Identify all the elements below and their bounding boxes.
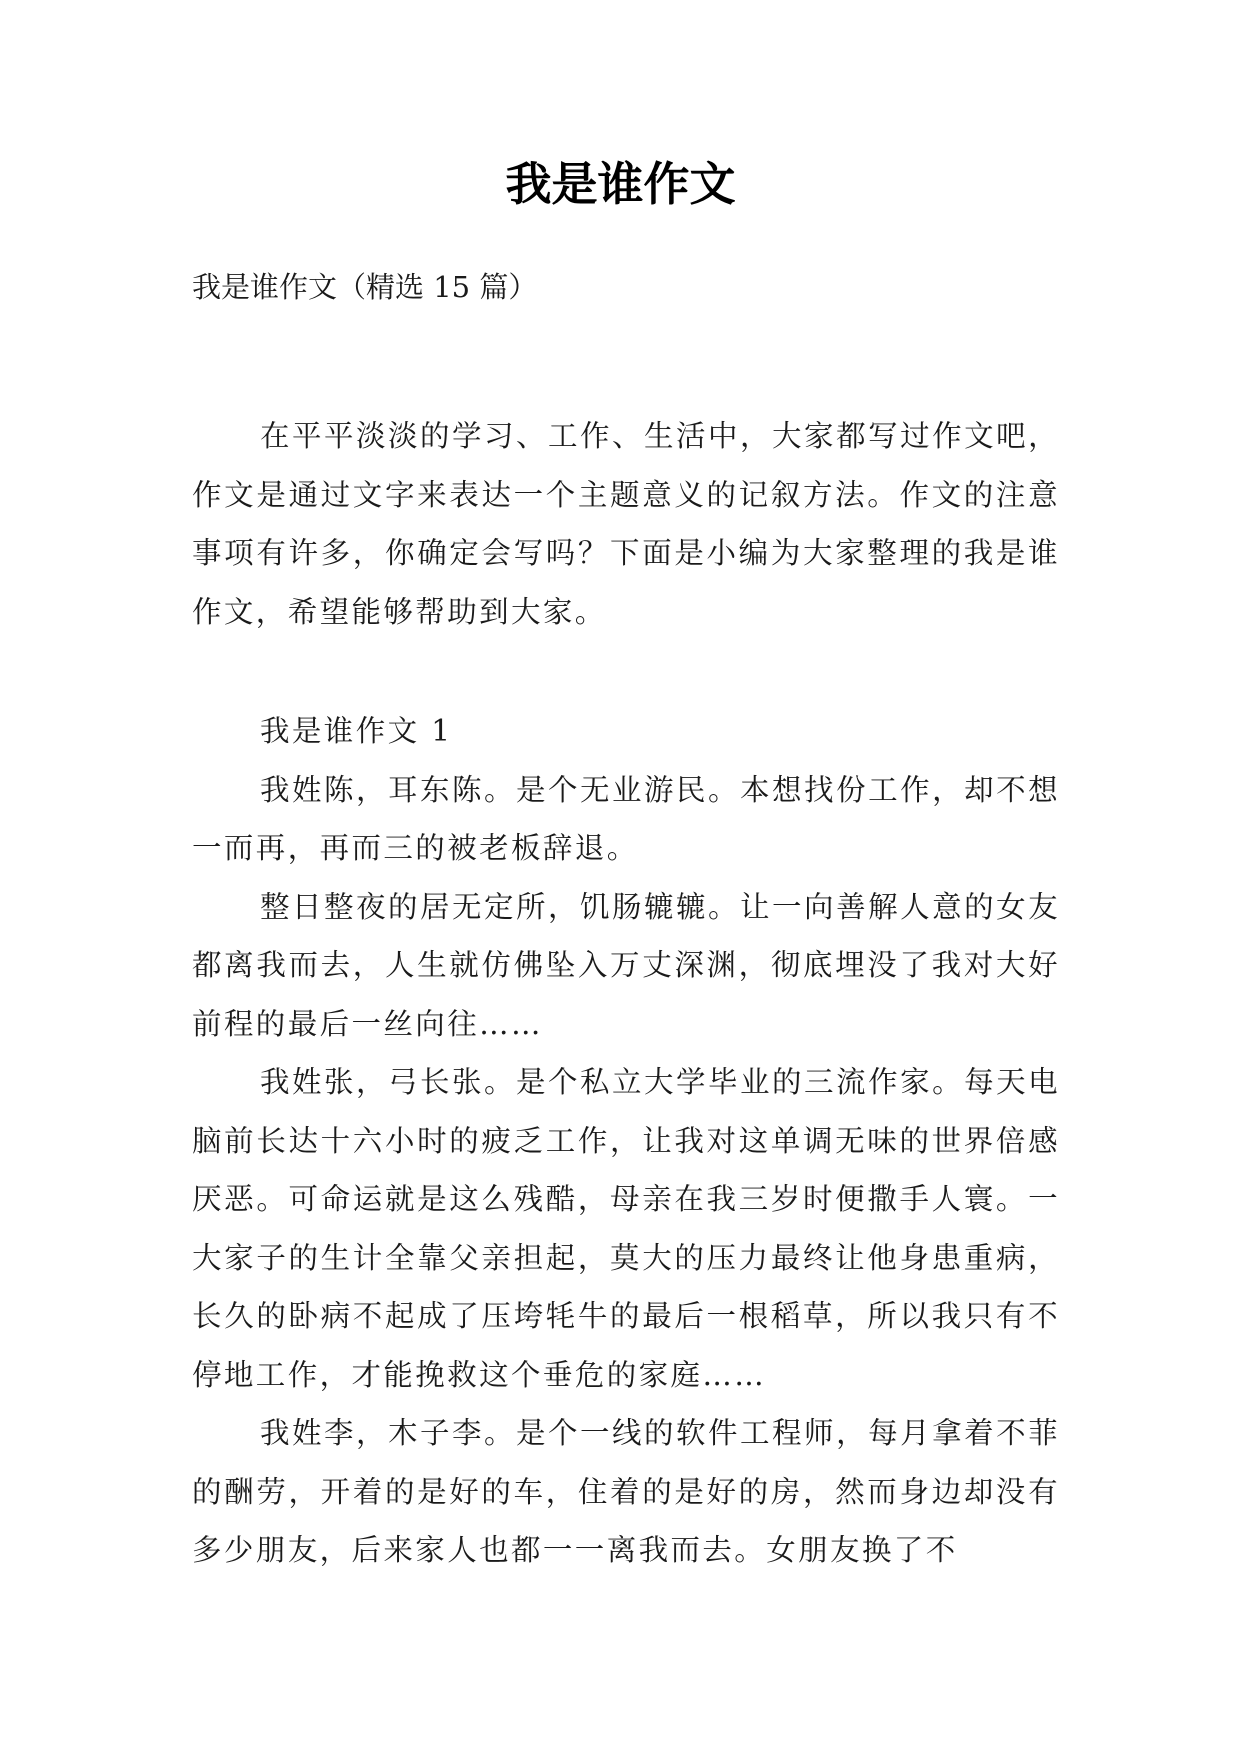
essay-paragraph: 我姓李，木子李。是个一线的软件工程师，每月拿着不菲的酬劳，开着的是好的车，住着的是好的房，然而身边却没有多少朋友，后来家人也都一一离我而去。女朋友换了不 <box>192 1416 1060 1567</box>
essay-paragraph: 我姓陈，耳东陈。是个无业游民。本想找份工作，却不想一而再，再而三的被老板辞退。 <box>192 772 1060 865</box>
document-title: 我是谁作文 <box>505 157 736 211</box>
intro-paragraph: 在平平淡淡的学习、工作、生活中，大家都写过作文吧，作文是通过文字来表达一个主题意义的记叙方法。作文的注意事项有许多，你确定会写吗？下面是小编为大家整理的我是谁作文，希望能够帮助到大家。 <box>192 419 1060 629</box>
essay-paragraph: 整日整夜的居无定所，饥肠辘辘。让一向善解人意的女友都离我而去，人生就仿佛坠入万丈深渊，彻底埋没了我对大好前程的最后一丝向往…… <box>192 889 1060 1041</box>
essay-section-1 <box>192 702 1060 1580</box>
section-heading: 我是谁作文 1 <box>260 714 453 748</box>
document-subtitle: 我是谁作文（精选 15 篇） <box>192 270 538 304</box>
essay-paragraph: 我姓张，弓长张。是个私立大学毕业的三流作家。每天电脑前长达十六小时的疲乏工作，让我对这单调无味的世界倍感厌恶。可命运就是这么残酷，母亲在我三岁时便撒手人寰。一大家子的生计全靠父亲担起，莫大的压力最终让他身患重病，长久的卧病不起成了压垮牦牛的最后一根稻草，所以我只有不停地工作，才能挽救这个垂危的家庭…… <box>192 1065 1060 1392</box>
